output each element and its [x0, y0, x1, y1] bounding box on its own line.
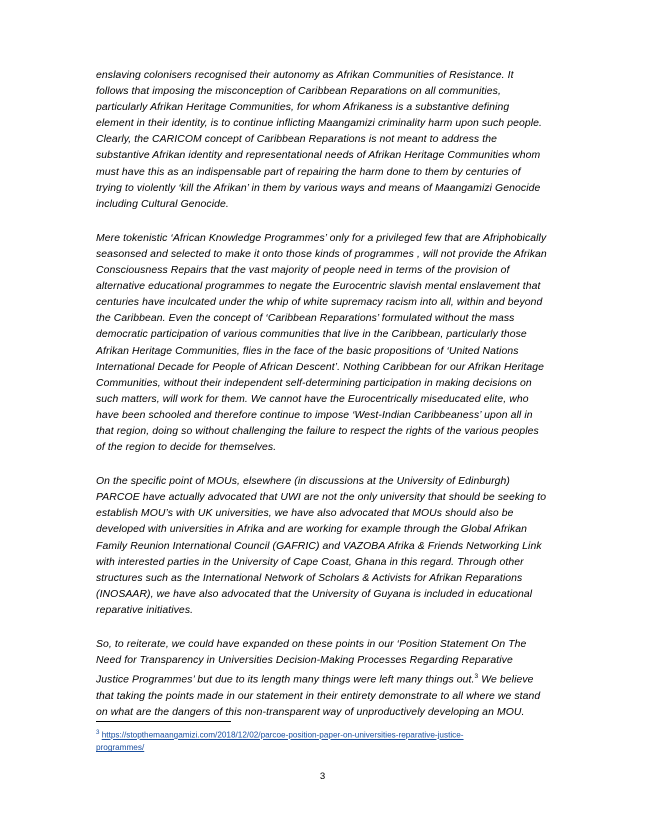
page-number: 3 [319, 771, 326, 782]
footnote-area [96, 727, 548, 755]
paragraph-4-text-after-ref: We believe that taking the points made in our statement in their entirety demonstrate to all where we stand on what are the dangers of this non-transparent way of unproductively developing an MOU. [96, 674, 541, 718]
paragraph-3: On the specific point of MOUs, elsewhere (in discussions at the University of Edinburgh) PARCOE have actually advocated that UWI are not the only university that should be seeking to establish MOU’s with UK universities, we have also advocated that MOUs should also be developed with universities in Afrika and are working for example through the Global Afrikan Family Reunion International Council (GAFRIC) and VAZOBA Afrika & Friends Networking Link with interested parties in the University of Cape Coast, Ghana in this regard. Through other structures such as the International Network of Scholars & Activists for Afrikan Reparations (INOSAAR), we have also advocated that the University of Guyana is included in educational reparative initiatives. [96, 476, 547, 616]
footnote-number: 3 [96, 729, 100, 736]
paragraph-4 [96, 637, 548, 721]
paragraph-2: Mere tokenistic ‘African Knowledge Programmes’ only for a privileged few that are Afriphobically seasonsed and selected to make it onto those kinds of programmes , will not provide the Afrikan Consciousness Repairs that the vast majority of people need in terms of the provision of alternative educational programmes to negate the Eurocentric slavish mental enslavement that centuries have inculcated under the whip of white supremacy racism into all, within and beyond the Caribbean. Even the concept of ‘Caribbean Reparations’ formulated without the mass democratic participation of various communities that live in the Caribbean, particularly those Afrikan Heritage Communities, flies in the face of the basic propositions of ‘United Nations International Decade for People of African Descent’. Nothing Caribbean for our Afrikan Heritage Communities, without their independent self-determining participation in making decisions on such matters, will work for them. We cannot have the Eurocentrically miseducated elite, who have been schooled and therefore continue to impose ‘West-Indian Caribbeaness’ upon all in that region, doing so without challenging the failure to respect the rights of the various peoples of the region to decide for themselves. [96, 232, 547, 454]
document-body [96, 68, 548, 721]
paragraph-1: enslaving colonisers recognised their autonomy as Afrikan Communities of Resistance. It follows that imposing the misconception of Caribbean Reparations on all communities, particularly Afrikan Heritage Communities, for whom Afrikaness is a substantive defining element in their identity, is to continue inflicting Maangamizi criminality harm upon such people. Clearly, the CARICOM concept of Caribbean Reparations is not meant to address the substantive Afrikan identity and representational needs of Afrikan Heritage Communities whom must have this as an indispensable part of repairing the harm done to them by centuries of trying to violently ‘kill the Afrikan’ in them by various ways and means of Maangamizi Genocide including Cultural Genocide. [96, 70, 543, 210]
footnote-url-link-continued[interactable]: programmes/ [96, 743, 145, 753]
paragraph-4-text-before-ref: So, to reiterate, we could have expanded on these points in our ‘Position Statement On The Need for Transparency in Universities Decision-Making Processes Regarding Reparative Justice Programmes’ but due to its length many things were left many things out. [96, 639, 527, 686]
footnote-url-link[interactable]: https://stopthemaangamizi.com/2018/12/02/parcoe-position-paper-on-universities-reparative-justice- [101, 730, 464, 740]
footnote-reference-marker: 3 [474, 673, 479, 681]
footnote-separator [96, 721, 231, 722]
